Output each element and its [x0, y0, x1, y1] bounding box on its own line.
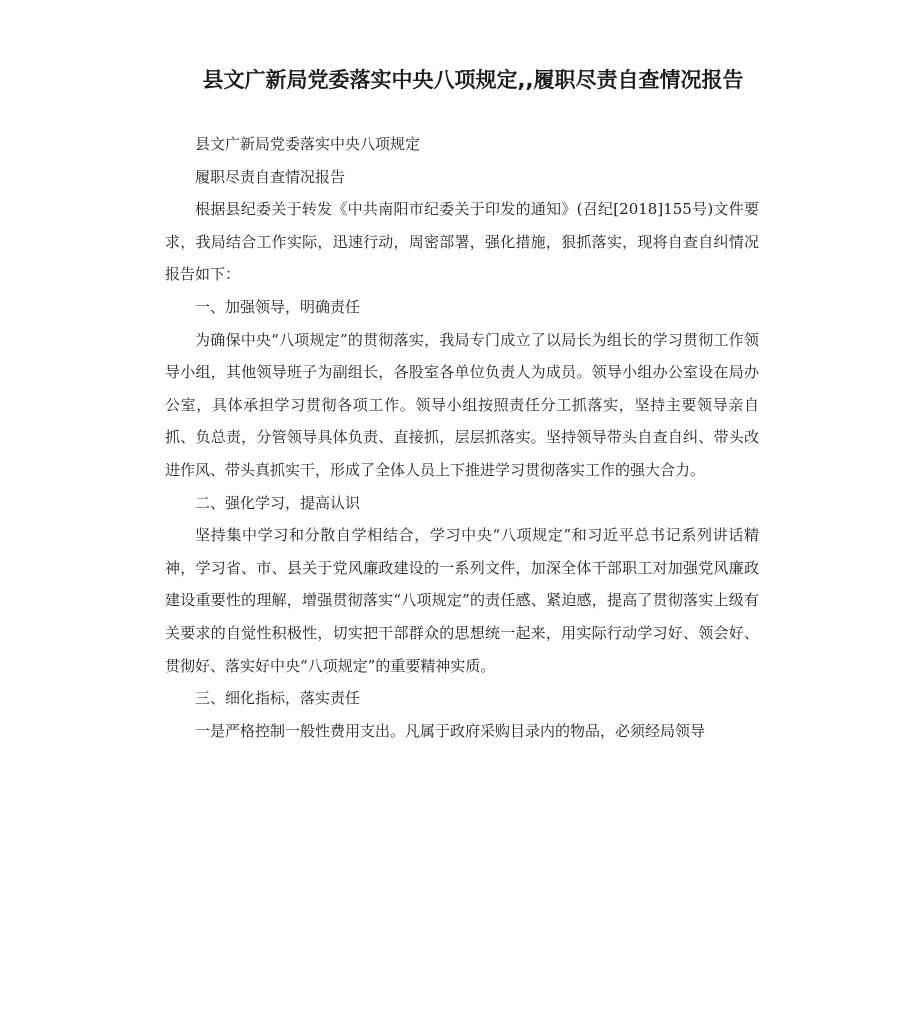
- section-heading-3: 三、细化指标，落实责任: [195, 689, 361, 708]
- document-title: 县文广新局党委落实中央八项规定,,履职尽责自查情况报告: [202, 68, 744, 92]
- section-heading-2: 二、强化学习，提高认识: [195, 493, 361, 512]
- paragraph-section-2: 坚持集中学习和分散自学相结合，学习中央“八项规定”和习近平总书记系列讲话精神，学习省、市、县关于党风廉政建设的一系列文件，加深全体干部职工对加强党风廉政建设重要性的理解，增强贯彻落实“八项规定”的责任感、紧迫感，提高了贯彻落实上级有关要求的自觉性积极性，切实把干部群众的思想统一起来，用实际行动学习好、领会好、贯彻好、落实好中央“八项规定”的重要精神实质。: [165, 526, 759, 675]
- section-heading-1: 一、加强领导，明确责任: [195, 297, 361, 316]
- paragraph-heading-line-1: 县文广新局党委落实中央八项规定: [195, 135, 421, 153]
- paragraph-section-1: 为确保中央“八项规定”的贯彻落实，我局专门成立了以局长为组长的学习贯彻工作领导小组，其他领导班子为副组长，各股室各单位负责人为成员。领导小组办公室设在局办公室，具体承担学习贯彻各项工作。领导小组按照责任分工抓落实，坚持主要领导亲自抓、负总责，分管领导具体负责、直接抓，层层抓落实。坚持领导带头自查自纠、带头改进作风、带头真抓实干，形成了全体人员上下推进学习贯彻落实工作的强大合力。: [165, 330, 759, 479]
- paragraph-heading-line-2: 履职尽责自查情况报告: [195, 167, 346, 186]
- paragraph-intro: 根据县纪委关于转发《中共南阳市纪委关于印发的通知》(召纪[2018]155号)文件要求，我局结合工作实际，迅速行动，周密部署，强化措施，狠抓落实，现将自查自纠情况报告如下：: [165, 200, 759, 284]
- document-body: [165, 128, 759, 747]
- paragraph-section-3: 一是严格控制一般性费用支出。凡属于政府采购目录内的物品，必须经局领导: [195, 721, 706, 740]
